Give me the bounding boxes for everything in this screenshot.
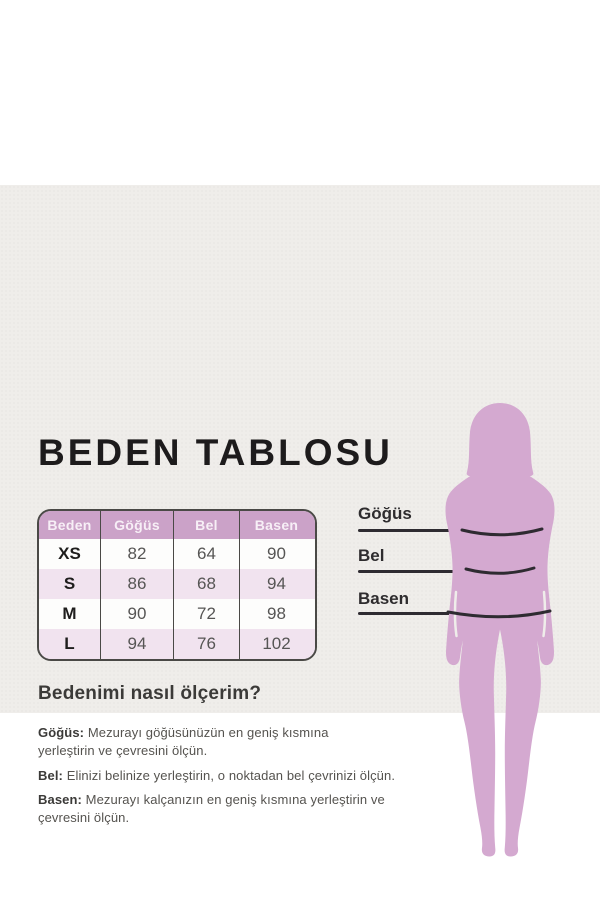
- size-table: [37, 509, 317, 661]
- silhouette-shape: [446, 403, 555, 857]
- measure-label-chest: Göğüs: [358, 504, 412, 523]
- instruction-waist-term: Bel:: [38, 768, 63, 783]
- body-silhouette: [400, 370, 600, 900]
- instruction-hip-text: Mezurayı kalçanızın en geniş kısmına yerleştirin ve çevresini ölçün.: [38, 792, 385, 825]
- table-row-xs: [39, 539, 315, 569]
- instruction-chest: [38, 724, 350, 760]
- size-table-header-bel: Bel: [173, 511, 239, 539]
- instruction-hip: [38, 791, 396, 827]
- size-table-header-beden: Beden: [47, 517, 92, 533]
- instruction-chest-term: Göğüs:: [38, 725, 85, 740]
- table-cell: 86: [100, 569, 173, 599]
- table-row-s: [39, 569, 315, 599]
- instruction-waist: [38, 767, 428, 785]
- table-cell: 98: [239, 599, 313, 629]
- table-cell-size: L: [64, 634, 75, 653]
- table-cell-size: XS: [58, 544, 81, 563]
- table-cell: 82: [100, 539, 173, 569]
- table-cell: 94: [239, 569, 313, 599]
- page-title: BEDEN TABLOSU: [38, 432, 393, 473]
- measure-label-waist: Bel: [358, 546, 385, 565]
- instruction-waist-text: Elinizi belinize yerleştirin, o noktadan bel çevrinizi ölçün.: [66, 768, 396, 783]
- instruction-chest-text: Mezurayı göğüsünüzün en geniş kısmına yerleştirin ve çevresini ölçün.: [38, 725, 329, 758]
- table-cell: 68: [173, 569, 239, 599]
- table-cell-size: M: [62, 604, 77, 623]
- table-cell: 90: [100, 599, 173, 629]
- table-cell: 102: [239, 629, 313, 659]
- content-panel: [0, 185, 600, 825]
- size-table-header-basen: Basen: [239, 511, 313, 539]
- table-cell: 64: [173, 539, 239, 569]
- table-cell: 72: [173, 599, 239, 629]
- instruction-hip-term: Basen:: [38, 792, 82, 807]
- table-row-l: [39, 629, 315, 659]
- table-cell: 76: [173, 629, 239, 659]
- size-table-header-row: [39, 511, 315, 539]
- table-cell: 90: [239, 539, 313, 569]
- table-cell-size: S: [63, 574, 76, 593]
- measure-label-hip: Basen: [358, 589, 410, 608]
- instructions-heading: Bedenimi nasıl ölçerim?: [38, 683, 262, 704]
- table-row-m: [39, 599, 315, 629]
- table-cell: 94: [100, 629, 173, 659]
- size-table-header-gogus: Göğüs: [100, 511, 173, 539]
